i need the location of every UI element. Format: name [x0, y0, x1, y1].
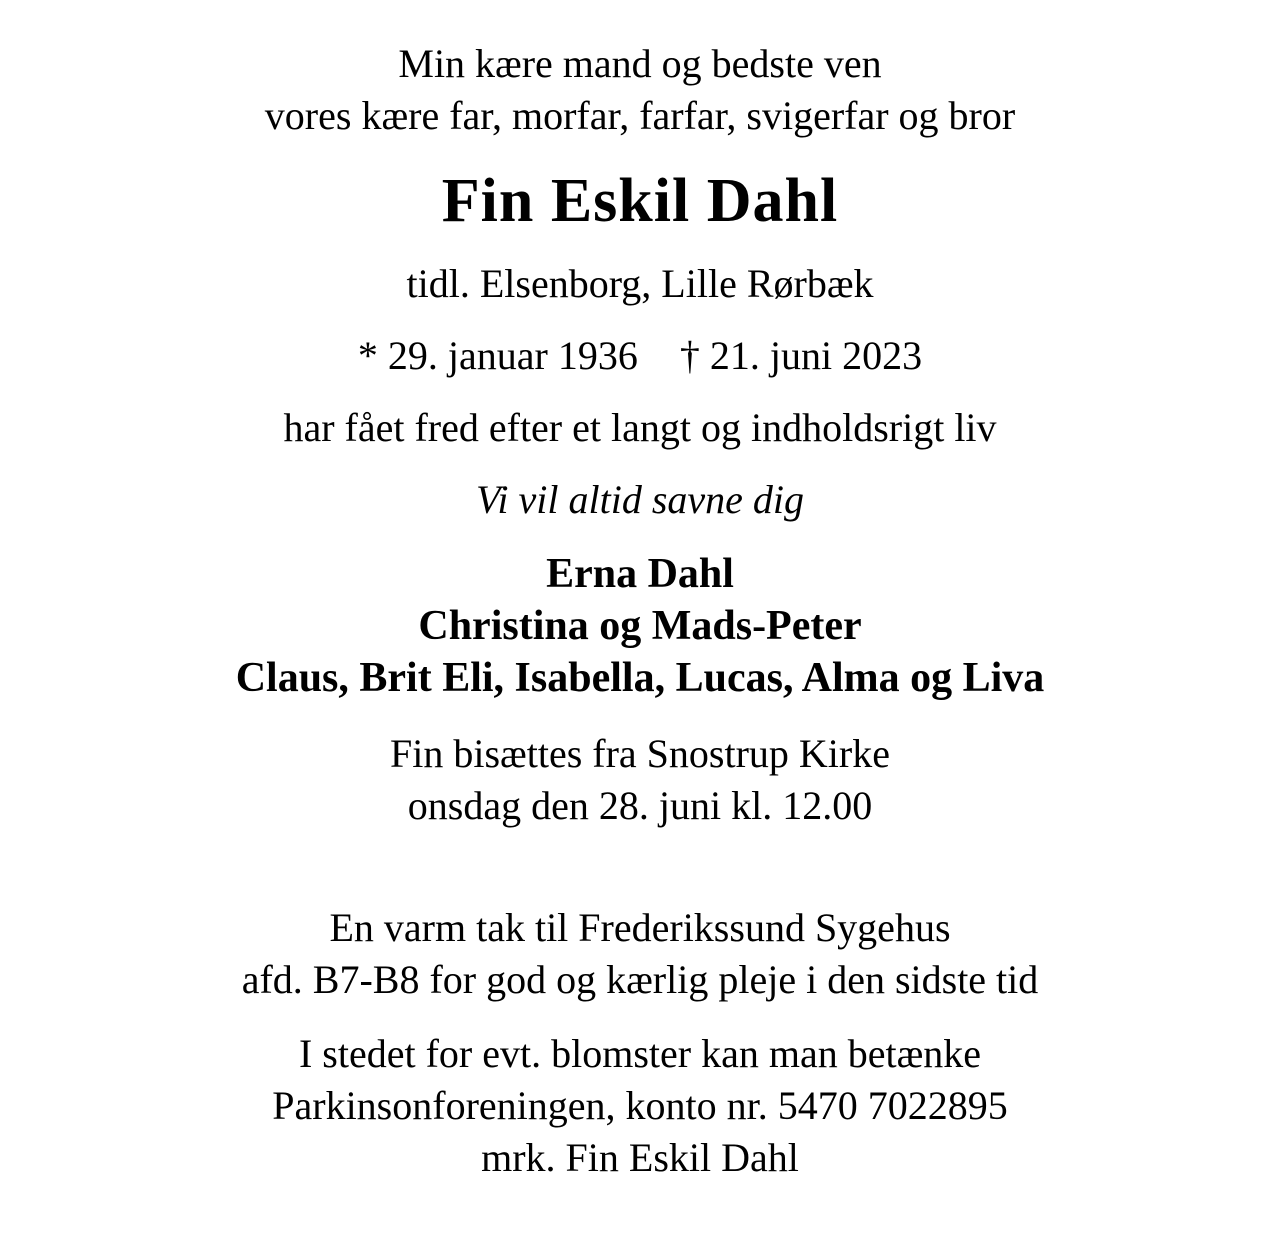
family-line-3: Claus, Brit Eli, Isabella, Lucas, Alma og Liva	[235, 655, 1045, 701]
service-block	[40, 728, 1240, 832]
life-dates	[40, 330, 1240, 382]
peace-line: har fået fred efter et langt og indholdsrigt liv	[283, 405, 997, 450]
thanks-line-2: afd. B7-B8 for god og kærlig pleje i den sidste tid	[241, 957, 1039, 1002]
donation-line-2: Parkinsonforeningen, konto nr. 5470 7022895	[272, 1083, 1008, 1128]
family-line-2: Christina og Mads-Peter	[418, 603, 862, 649]
deceased-name: Fin Eskil Dahl	[441, 167, 839, 235]
intro-line-2: vores kære far, morfar, farfar, svigerfar og bror	[264, 93, 1016, 138]
service-line-1: Fin bisættes fra Snostrup Kirke	[390, 731, 890, 776]
former-residence: tidl. Elsenborg, Lille Rørbæk	[406, 261, 874, 306]
birth-date: * 29. januar 1936	[357, 333, 638, 378]
memorial-line: Vi vil altid savne dig	[475, 477, 805, 522]
intro-block	[40, 38, 1240, 142]
family-block	[40, 548, 1240, 704]
death-date: † 21. juni 2023	[679, 333, 923, 378]
thanks-block	[40, 902, 1240, 1006]
service-line-2: onsdag den 28. juni kl. 12.00	[407, 783, 873, 828]
thanks-line-1: En varm tak til Frederikssund Sygehus	[329, 905, 951, 950]
donation-block	[40, 1028, 1240, 1184]
donation-line-3: mrk. Fin Eskil Dahl	[481, 1135, 799, 1180]
intro-line-1: Min kære mand og bedste ven	[398, 41, 882, 86]
donation-line-1: I stedet for evt. blomster kan man betænke	[298, 1031, 982, 1076]
family-line-1: Erna Dahl	[546, 551, 734, 597]
